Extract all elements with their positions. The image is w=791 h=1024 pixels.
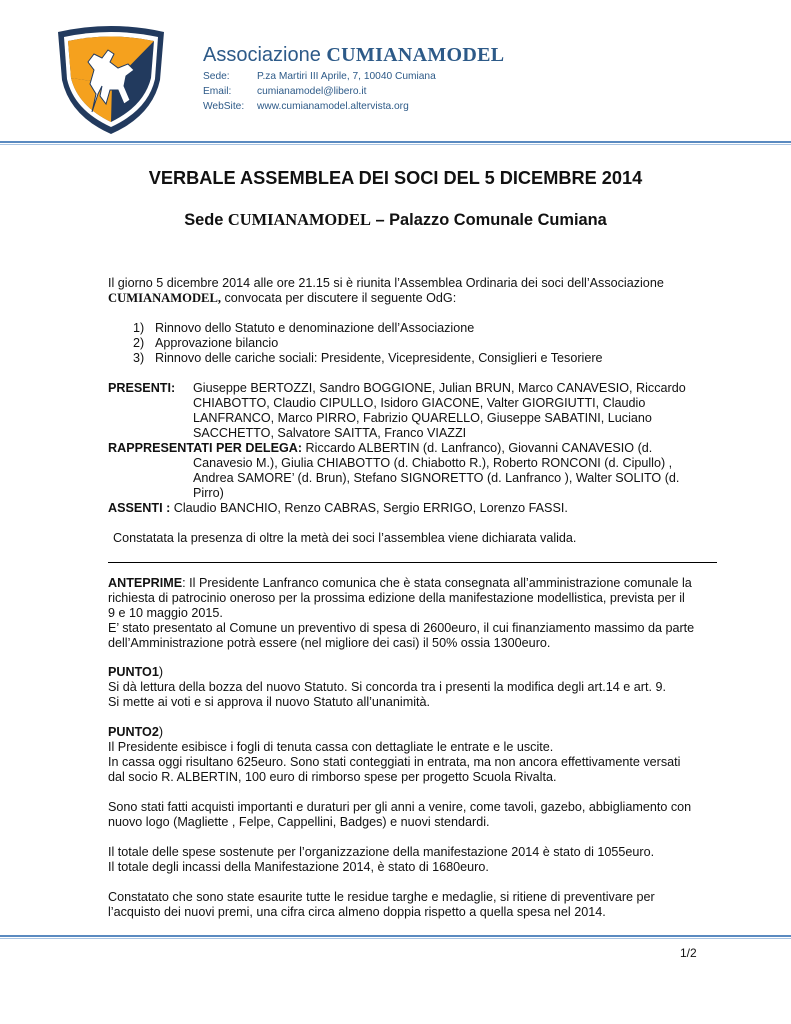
sede-value: P.za Martiri III Aprile, 7, 10040 Cumiana <box>257 71 436 82</box>
email-label: Email: <box>203 86 232 97</box>
website-value[interactable]: www.cumianamodel.altervista.org <box>257 101 409 112</box>
punto1-label: PUNTO1 <box>108 665 159 679</box>
subtitle-suffix: – Palazzo Comunale Cumiana <box>370 211 607 229</box>
anteprime-line-1 <box>108 576 716 591</box>
delega-label: RAPPRESENTATI PER DELEGA: <box>108 441 303 455</box>
delega-line: Andrea SAMORE’ (d. Brun), Stefano SIGNORETTO (d. Lanfranco ), Walter SOLITO (d. <box>193 471 680 485</box>
punto1-section <box>108 665 716 710</box>
punto2-heading <box>108 725 716 740</box>
intro-line-1: Il giorno 5 dicembre 2014 alle ore 21.15 si è riunita l’Assemblea Ordinaria dei soci dell’Associazione <box>108 276 664 290</box>
anteprime-line-5: dell’Amministrazione potrà essere (nel migliore dei casi) il 50% ossia 1300euro. <box>108 636 551 650</box>
assenti-label: ASSENTI : <box>108 501 171 515</box>
section-divider <box>108 562 717 563</box>
subtitle-brand: CUMIANAMODEL <box>227 210 371 229</box>
logo-shield-icon <box>52 24 170 136</box>
presenti-line: Giuseppe BERTOZZI, Sandro BOGGIONE, Julian BRUN, Marco CANAVESIO, Riccardo <box>193 381 686 395</box>
anteprime-label: ANTEPRIME <box>108 576 183 590</box>
list-item <box>133 336 278 351</box>
punto1-heading <box>108 665 716 680</box>
presenti-line: LANFRANCO, Marco PIRRO, Fabrizio QUARELLO, Giuseppe SABATINI, Luciano <box>193 411 652 425</box>
delega-first: Riccardo ALBERTIN (d. Lanfranco), Giovanni CANAVESIO (d. <box>302 441 653 455</box>
intro-brand: CUMIANAMODEL, <box>108 291 221 305</box>
list-item-number: 3) <box>133 351 145 365</box>
presenti-line: CHIABOTTO, Claudio CIPULLO, Isidoro GIACONE, Valter GIORGIUTTI, Claudio <box>193 396 646 410</box>
punto2-acquisti <box>108 800 716 830</box>
punto2-premi <box>108 890 716 920</box>
assenti-text: Claudio BANCHIO, Renzo CABRAS, Sergio ERRIGO, Lorenzo FASSI. <box>170 501 568 515</box>
document-title: VERBALE ASSEMBLEA DEI SOCI DEL 5 DICEMBRE 2014 <box>148 168 643 188</box>
anteprime-line-2: richiesta di patrocinio oneroso per la prossima edizione della manifestazione modellistica, prevista per il <box>108 591 685 605</box>
list-item-text: Rinnovo dello Statuto e denominazione dell’Associazione <box>155 321 475 335</box>
email-value[interactable]: cumianamodel@libero.it <box>257 86 367 97</box>
association-brand: CUMIANAMODEL <box>326 44 505 66</box>
intro-line-2 <box>108 291 716 306</box>
punto2-line: In cassa oggi risultano 625euro. Sono stati conteggiati in entrata, ma non ancora effettivamente versati <box>108 755 681 769</box>
header-divider-light <box>0 144 791 145</box>
website-row <box>203 101 409 112</box>
list-item-number: 2) <box>133 336 145 350</box>
header-divider <box>0 141 791 143</box>
subtitle-prefix: Sede <box>184 211 228 229</box>
presenti-list <box>193 381 713 441</box>
association-title <box>203 44 504 67</box>
list-item-number: 1) <box>133 321 145 335</box>
delega-line: Canavesio M.), Giulia CHIABOTTO (d. Chiabotto R.), Roberto RONCONI (d. Cipullo) , <box>193 456 673 470</box>
document-subtitle <box>0 210 791 230</box>
presenti-label: PRESENTI: <box>108 381 176 395</box>
footer-divider-light <box>0 938 791 939</box>
footer-divider <box>0 935 791 937</box>
punto2-label: PUNTO2 <box>108 725 159 739</box>
punto1-line-1: Si dà lettura della bozza del nuovo Statuto. Si concorda tra i presenti la modifica degli art.14 e art. 9. <box>108 680 666 694</box>
list-item-text: Rinnovo delle cariche sociali: Presidente, Vicepresidente, Consiglieri e Tesoriere <box>155 351 603 365</box>
presenti-line: SACCHETTO, Salvatore SAITTA, Franco VIAZZI <box>193 426 467 440</box>
delega-line: Pirro) <box>193 486 224 500</box>
punto2-line: Il totale degli incassi della Manifestazione 2014, è stato di 1680euro. <box>108 860 489 874</box>
anteprime-text-1: : Il Presidente Lanfranco comunica che è stata consegnata all’amministrazione comunale la <box>182 576 692 590</box>
sede-row <box>203 71 436 82</box>
punto1-paren: ) <box>158 665 164 679</box>
punto2-line: Il Presidente esibisce i fogli di tenuta cassa con dettagliate le entrate e le uscite. <box>108 740 554 754</box>
punto1-line-2: Si mette ai voti e si approva il nuovo Statuto all’unanimità. <box>108 695 431 709</box>
list-item <box>133 351 603 366</box>
page-number: 1/2 <box>680 946 697 960</box>
punto2-line: dal socio R. ALBERTIN, 100 euro di rimborso spese per progetto Scuola Rivalta. <box>108 770 557 784</box>
punto2-totali <box>108 845 716 875</box>
punto2-section <box>108 725 716 785</box>
anteprime-paragraph <box>108 576 716 651</box>
punto2-line: nuovo logo (Magliette , Felpe, Cappellini, Badges) e nuovi stendardi. <box>108 815 490 829</box>
list-item <box>133 321 474 336</box>
assenti-line <box>108 501 568 515</box>
intro-line-2-text: convocata per discutere il seguente OdG: <box>221 291 457 305</box>
list-item-text: Approvazione bilancio <box>155 336 279 350</box>
anteprime-line-3: 9 e 10 maggio 2015. <box>108 606 223 620</box>
punto2-line: Il totale delle spese sostenute per l’organizzazione della manifestazione 2014 è stato di 1055euro. <box>108 845 655 859</box>
intro-paragraph <box>108 276 716 306</box>
punto2-line: l’acquisto dei nuovi premi, una cifra circa almeno doppia rispetto a quella spesa nel 2014. <box>108 905 606 919</box>
punto2-paren: ) <box>158 725 164 739</box>
anteprime-line-4: E’ stato presentato al Comune un preventivo di spesa di 2600euro, il cui finanziamento massimo da parte <box>108 621 695 635</box>
validity-statement: Constatata la presenza di oltre la metà dei soci l’assemblea viene dichiarata valida. <box>113 531 577 545</box>
delega-first-line <box>108 441 652 456</box>
association-prefix: Associazione <box>203 44 321 66</box>
delega-list <box>193 456 713 501</box>
punto2-line: Constatato che sono state esaurite tutte le residue targhe e medaglie, si ritiene di preventivare per <box>108 890 655 904</box>
punto2-line: Sono stati fatti acquisti importanti e duraturi per gli anni a venire, come tavoli, gazebo, abbigliamento con <box>108 800 692 814</box>
email-row <box>203 86 366 97</box>
sede-label: Sede: <box>203 71 230 82</box>
website-label: WebSite: <box>203 101 245 112</box>
